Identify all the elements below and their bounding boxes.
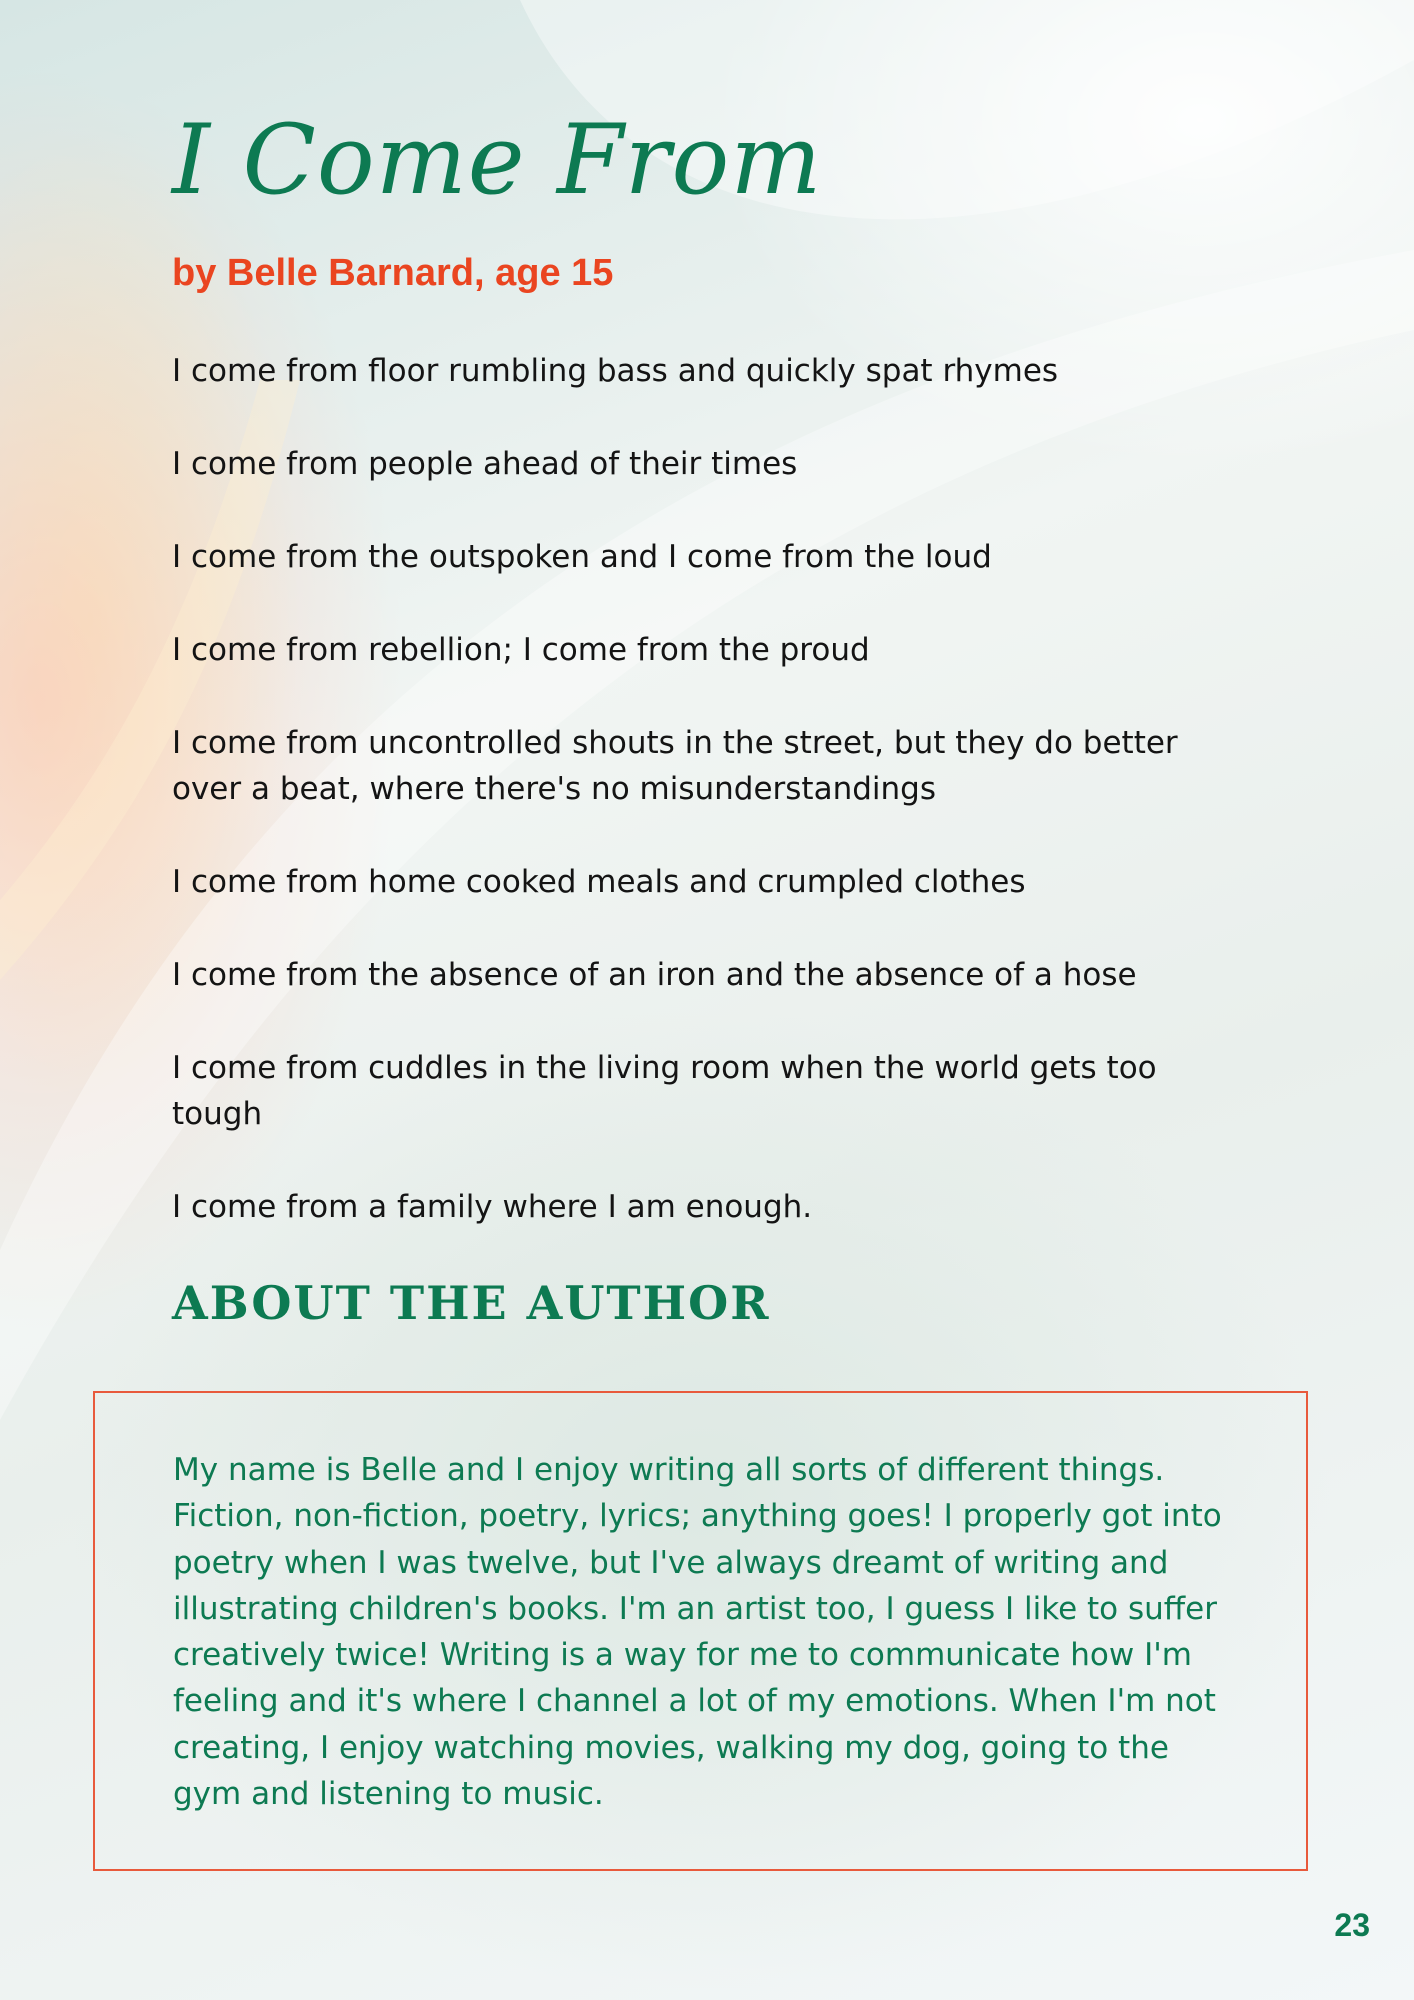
poem-line: I come from floor rumbling bass and quickly spat rhymes [172,353,1059,389]
page-number: 23 [1334,1907,1370,1943]
author-byline: by Belle Barnard, age 15 [172,252,614,294]
about-author-box [93,1391,1308,1871]
poem-line: I come from home cooked meals and crumpled clothes [172,864,1026,900]
poem-title: I Come From [172,104,823,216]
poem-line: I come from cuddles in the living room when the world gets too tough [172,1050,1157,1132]
poem-line: I come from rebellion; I come from the proud [172,632,870,668]
poem-line: I come from a family where I am enough. [172,1189,813,1225]
poem-line: I come from people ahead of their times [172,446,798,482]
poem-body [172,348,1232,1277]
about-author-heading: ABOUT THE AUTHOR [172,1276,771,1330]
poem-line: I come from the absence of an iron and the absence of a hose [172,957,1137,993]
poem-line: I come from uncontrolled shouts in the street, but they do better over a beat, where there's no misunderstandings [172,725,1178,807]
poem-line: I come from the outspoken and I come from the loud [172,539,992,575]
about-author-text: My name is Belle and I enjoy writing all sorts of different things. Fiction, non-fiction, poetry, lyrics; anything goes! I properly got into poetry when I was twelve, but I've always dreamt of writing and illustrating children's books. I'm an artist too, I guess I like to suffer creatively twice! Writing is a way for me to communicate how I'm feeling and it's where I channel a lot of my emotions. When I'm not creating, I enjoy watching movies, walking my dog, going to the gym and listening to music. [173,1452,1222,1813]
